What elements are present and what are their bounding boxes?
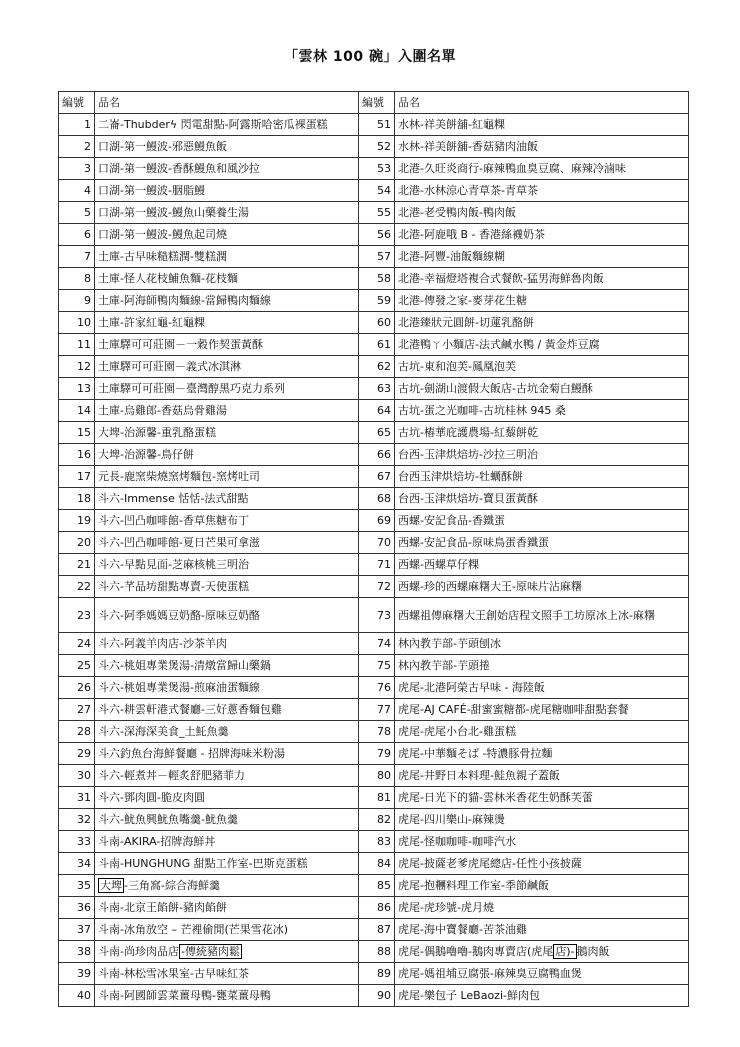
table-row: [59, 721, 689, 743]
item-name: 北港-阿鹿哦 B - 香港絲襪奶茶: [395, 224, 689, 246]
item-name: 斗六-Immense 恬恬-法式甜點: [95, 488, 359, 510]
item-name: 虎尾-偶鵝嚕嚕-鵝肉專賣店(虎尾 店)- 鵝肉飯: [395, 941, 689, 963]
item-number: 81: [359, 787, 395, 809]
item-number: 11: [59, 334, 95, 356]
item-number: 39: [59, 963, 95, 985]
item-name: 台西-玉津烘焙坊-沙拉三明治: [395, 444, 689, 466]
item-name: 土庫驛可可莊園－義式冰淇淋: [95, 356, 359, 378]
item-number: 86: [359, 897, 395, 919]
item-name: 斗六-桃姐專業煲湯-清燉當歸山藥鍋: [95, 655, 359, 677]
item-name: 台西-玉津烘焙坊-寶貝蛋黃酥: [395, 488, 689, 510]
item-name: 斗南-林松雪冰果室-古早味紅茶: [95, 963, 359, 985]
item-number: 2: [59, 136, 95, 158]
item-name: 虎尾-怪咖咖啡-咖啡汽水: [395, 831, 689, 853]
item-name: 斗六-魷魚興魷魚嘴羹-魷魚羹: [95, 809, 359, 831]
table-row: [59, 378, 689, 400]
item-number: 77: [359, 699, 395, 721]
table-row: [59, 598, 689, 633]
item-number: 25: [59, 655, 95, 677]
item-name: 西螺-珍的西螺麻糬大王-原味片沾麻糬: [395, 576, 689, 598]
item-name: 台西玉津烘焙坊-牡蠣酥餅: [395, 466, 689, 488]
nominee-table: [58, 91, 689, 1007]
item-number: 78: [359, 721, 395, 743]
table-row: [59, 246, 689, 268]
item-number: 10: [59, 312, 95, 334]
item-name: 林內教芋部-芋頭刨冰: [395, 633, 689, 655]
item-number: 84: [359, 853, 395, 875]
item-name: 斗六-鄧肉圓-脆皮肉圓: [95, 787, 359, 809]
table-row: [59, 699, 689, 721]
item-name: 斗南-北京王餡餅-豬肉餡餅: [95, 897, 359, 919]
item-name: 大埤-治源馨-重乳酪蛋糕: [95, 422, 359, 444]
table-row: [59, 941, 689, 963]
table-row: [59, 963, 689, 985]
item-name: 虎尾-抱糰料理工作室-季節鹹飯: [395, 875, 689, 897]
item-number: 85: [359, 875, 395, 897]
item-number: 63: [359, 378, 395, 400]
item-number: 65: [359, 422, 395, 444]
item-name: 斗六-阿義羊肉店-沙茶羊肉: [95, 633, 359, 655]
item-name: 土庫驛可可莊園－臺灣醇黑巧克力系列: [95, 378, 359, 400]
item-number: 29: [59, 743, 95, 765]
item-name: 斗六-凹凸咖啡館-香草焦糖布丁: [95, 510, 359, 532]
item-number: 67: [359, 466, 395, 488]
item-name: 大埤-治源馨-鳥仔餅: [95, 444, 359, 466]
table-row: [59, 202, 689, 224]
item-name: 土庫-許家紅龜-紅龜粿: [95, 312, 359, 334]
item-number: 66: [359, 444, 395, 466]
item-number: 83: [359, 831, 395, 853]
table-row: [59, 765, 689, 787]
item-number: 26: [59, 677, 95, 699]
item-number: 23: [59, 598, 95, 633]
item-number: 28: [59, 721, 95, 743]
item-number: 4: [59, 180, 95, 202]
table-row: [59, 985, 689, 1007]
table-row: [59, 466, 689, 488]
table-row: [59, 290, 689, 312]
item-number: 6: [59, 224, 95, 246]
item-number: 19: [59, 510, 95, 532]
table-row: [59, 875, 689, 897]
table-row: [59, 576, 689, 598]
item-number: 16: [59, 444, 95, 466]
item-number: 89: [359, 963, 395, 985]
item-number: 69: [359, 510, 395, 532]
item-number: 74: [359, 633, 395, 655]
item-number: 21: [59, 554, 95, 576]
item-number: 1: [59, 114, 95, 136]
item-number: 31: [59, 787, 95, 809]
item-number: 56: [359, 224, 395, 246]
item-name: 水林-祥美餅舖-紅龜粿: [395, 114, 689, 136]
item-name: 口湖-第一鰻波-鰻魚山藥養生湯: [95, 202, 359, 224]
item-number: 64: [359, 400, 395, 422]
item-name: 大埤 -三角窩-綜合海鮮羹: [95, 875, 359, 897]
item-number: 15: [59, 422, 95, 444]
item-name: 斗六-早點見面-芝麻核桃三明治: [95, 554, 359, 576]
table-row: [59, 809, 689, 831]
item-name: 虎尾-虎尾小台北-雞蛋糕: [395, 721, 689, 743]
table-row: [59, 400, 689, 422]
table-row: [59, 655, 689, 677]
item-name: 土庫-怪人花枝鯆魚麵-花枝麵: [95, 268, 359, 290]
item-name: 水林-祥美餅舖-香菇豬肉油飯: [395, 136, 689, 158]
item-number: 70: [359, 532, 395, 554]
item-name: 虎尾-樂包子 LeBaozi-鮮肉包: [395, 985, 689, 1007]
item-name: 斗六-阿季媽媽豆奶酪-原味豆奶酪: [95, 598, 359, 633]
item-name: 古坑-劍湖山渡假大飯店-古坑金菊白鰻酥: [395, 378, 689, 400]
item-number: 52: [359, 136, 395, 158]
item-number: 13: [59, 378, 95, 400]
item-name: 斗六-深海深美食_土魠魚羹: [95, 721, 359, 743]
item-number: 76: [359, 677, 395, 699]
item-name: 古坑-樁華庇護農場-紅藜餅乾: [395, 422, 689, 444]
item-number: 57: [359, 246, 395, 268]
table-row: [59, 158, 689, 180]
column-header-name: 品名: [95, 92, 359, 114]
item-name: 土庫-烏雞郎-香菇烏骨雞湯: [95, 400, 359, 422]
item-name: 北港-水林涼心青草茶-青草茶: [395, 180, 689, 202]
item-name: 北港-傳發之家-麥芽花生糖: [395, 290, 689, 312]
item-number: 53: [359, 158, 395, 180]
item-number: 58: [359, 268, 395, 290]
item-number: 20: [59, 532, 95, 554]
item-number: 79: [359, 743, 395, 765]
item-name: 北港臻狀元圓餅-切蓮乳酪餅: [395, 312, 689, 334]
item-name: 虎尾-日光下的貓-雲林米香花生奶酥芙蕾: [395, 787, 689, 809]
item-number: 51: [359, 114, 395, 136]
item-number: 73: [359, 598, 395, 633]
table-row: [59, 334, 689, 356]
item-name: 北港-久旺炎商行-麻辣鴨血臭豆腐、麻辣冷滷味: [395, 158, 689, 180]
highlight-box: 店)-: [555, 945, 575, 958]
table-row: [59, 488, 689, 510]
item-number: 12: [59, 356, 95, 378]
item-name: 口湖-第一鰻波-胭脂鰻: [95, 180, 359, 202]
item-name: 斗六-輕煮丼－輕炙舒肥豬菲力: [95, 765, 359, 787]
table-row: [59, 136, 689, 158]
item-number: 14: [59, 400, 95, 422]
item-number: 80: [359, 765, 395, 787]
item-number: 37: [59, 919, 95, 941]
item-name: 虎尾-中華麵そば -特濃豚骨拉麵: [395, 743, 689, 765]
item-name: 斗六-桃姐專業煲湯-煎麻油蛋麵線: [95, 677, 359, 699]
item-name: 北港-老受鴨肉飯-鴨肉飯: [395, 202, 689, 224]
item-name: 土庫-阿海師鴨肉麵線-當歸鴨肉麵線: [95, 290, 359, 312]
item-name: 北港鴨ㄚ小麵店-法式鹹水鴨 / 黃金炸豆腐: [395, 334, 689, 356]
highlight-box: -傳統豬肉鬆: [180, 945, 240, 958]
table-row: [59, 633, 689, 655]
item-number: 24: [59, 633, 95, 655]
table-row: [59, 224, 689, 246]
item-name: 斗六-凹凸咖啡館-夏日芒果可拿滋: [95, 532, 359, 554]
item-name: 斗南-尚珍肉品店 -傳統豬肉鬆: [95, 941, 359, 963]
item-number: 5: [59, 202, 95, 224]
item-name: 土庫-古早味糙糕潤-雙糕潤: [95, 246, 359, 268]
item-number: 88: [359, 941, 395, 963]
table-header-row: [59, 92, 689, 114]
highlight-box: 大埤: [100, 879, 122, 892]
item-number: 38: [59, 941, 95, 963]
item-name: 虎尾-海中寶餐廳-苦茶油雞: [395, 919, 689, 941]
item-number: 40: [59, 985, 95, 1007]
item-number: 18: [59, 488, 95, 510]
item-number: 75: [359, 655, 395, 677]
table-row: [59, 422, 689, 444]
item-number: 17: [59, 466, 95, 488]
item-name: 西螺祖傳麻糬大王創始店程文照手工坊原冰上冰-麻糬: [395, 598, 689, 633]
item-name: 斗六-耕雲軒港式餐廳-三好蔥香麵包雞: [95, 699, 359, 721]
table-row: [59, 532, 689, 554]
item-number: 90: [359, 985, 395, 1007]
table-row: [59, 677, 689, 699]
table-row: [59, 897, 689, 919]
item-name: 西螺-安記食品-原味鳥蛋香鐵蛋: [395, 532, 689, 554]
table-row: [59, 853, 689, 875]
item-name: 西螺-安記食品-香鐵蛋: [395, 510, 689, 532]
page-title: 「雲林 100 碗」入圍名單: [284, 49, 456, 65]
table-row: [59, 554, 689, 576]
item-number: 30: [59, 765, 95, 787]
item-name: 虎尾-北港阿榮古早味 - 海陸飯: [395, 677, 689, 699]
item-name: 虎尾-井野日本料理-鮭魚親子蓋飯: [395, 765, 689, 787]
item-number: 32: [59, 809, 95, 831]
item-name: 北港-幸福燈塔複合式餐飲-猛男海鮮魯肉飯: [395, 268, 689, 290]
item-number: 34: [59, 853, 95, 875]
table-row: [59, 787, 689, 809]
table-row: [59, 180, 689, 202]
item-number: 61: [359, 334, 395, 356]
item-number: 72: [359, 576, 395, 598]
item-number: 35: [59, 875, 95, 897]
item-name: 口湖-第一鰻波-鰻魚起司燒: [95, 224, 359, 246]
item-name: 古坑-東和泡芙-鳳凰泡芙: [395, 356, 689, 378]
column-header-name: 品名: [395, 92, 689, 114]
item-number: 8: [59, 268, 95, 290]
column-header-number: 編號: [59, 92, 95, 114]
table-row: [59, 743, 689, 765]
table-row: [59, 356, 689, 378]
item-number: 68: [359, 488, 395, 510]
item-name: 虎尾-四川樂山-麻辣燙: [395, 809, 689, 831]
item-name: 虎尾-媽祖埔豆腐張-麻辣臭豆腐鴨血煲: [395, 963, 689, 985]
item-name: 口湖-第一鰻波-邪惡鰻魚飯: [95, 136, 359, 158]
item-name: 斗南-HUNGHUNG 甜點工作室-巴斯克蛋糕: [95, 853, 359, 875]
item-name: 元長-鹿窯柴燒窯烤麵包-窯烤吐司: [95, 466, 359, 488]
table-row: [59, 510, 689, 532]
table-row: [59, 919, 689, 941]
item-name: 古坑-蛋之光咖啡-古坑桂林 945 桑: [395, 400, 689, 422]
item-name: 林內教芋部-芋頭捲: [395, 655, 689, 677]
item-name: 口湖-第一鰻波-香酥鰻魚和風沙拉: [95, 158, 359, 180]
item-name: 西螺-西螺草仔粿: [395, 554, 689, 576]
table-row: [59, 268, 689, 290]
item-number: 36: [59, 897, 95, 919]
item-name: 虎尾-AJ CAFÉ-甜蜜蜜糖都-虎尾糖咖啡甜點套餐: [395, 699, 689, 721]
item-name: 二崙-Thubderϟ 閃電甜點-阿露斯哈密瓜裸蛋糕: [95, 114, 359, 136]
table-row: [59, 831, 689, 853]
item-name: 斗六-芊品坊甜點專賣-天使蛋糕: [95, 576, 359, 598]
item-number: 9: [59, 290, 95, 312]
item-number: 55: [359, 202, 395, 224]
item-name: 土庫驛可可莊園－一穀作契蛋黃酥: [95, 334, 359, 356]
item-number: 27: [59, 699, 95, 721]
item-name: 斗南-AKIRA-招牌海鮮丼: [95, 831, 359, 853]
item-number: 3: [59, 158, 95, 180]
table-row: [59, 444, 689, 466]
item-name: 虎尾-虎珍號-虎月燒: [395, 897, 689, 919]
table-row: [59, 312, 689, 334]
item-name: 斗六釣魚台海鮮餐廳 - 招牌海味米粉湯: [95, 743, 359, 765]
item-number: 54: [359, 180, 395, 202]
table-row: [59, 114, 689, 136]
item-name: 北港-阿豐-油飯麵線糊: [395, 246, 689, 268]
item-number: 62: [359, 356, 395, 378]
column-header-number: 編號: [359, 92, 395, 114]
item-name: 斗南-冰角放空 – 芒裡偷閒(芒果雪花冰): [95, 919, 359, 941]
item-number: 22: [59, 576, 95, 598]
item-number: 59: [359, 290, 395, 312]
item-name: 斗南-阿國師雲菜薑母鴨-甕菜薑母鴨: [95, 985, 359, 1007]
item-name: 虎尾-披薩老爹虎尾總店-任性小孩披薩: [395, 853, 689, 875]
item-number: 33: [59, 831, 95, 853]
item-number: 82: [359, 809, 395, 831]
item-number: 7: [59, 246, 95, 268]
item-number: 87: [359, 919, 395, 941]
item-number: 71: [359, 554, 395, 576]
item-number: 60: [359, 312, 395, 334]
